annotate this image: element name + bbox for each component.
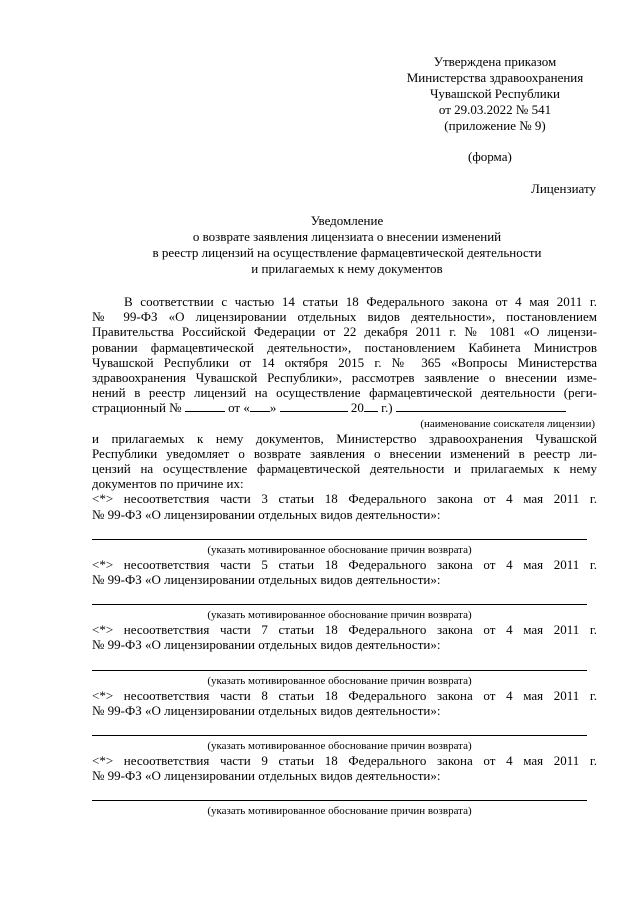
approval-line: Министерства здравоохранения bbox=[406, 70, 584, 85]
approval-line: (приложение № 9) bbox=[444, 118, 546, 133]
reg-year-blank[interactable] bbox=[364, 400, 378, 412]
continuation-line: документов по причине их: bbox=[92, 476, 244, 492]
approval-line: Чувашской Республики bbox=[429, 86, 561, 101]
reason-caption: (указать мотивированное обоснование причин возврата) bbox=[207, 740, 472, 753]
reason-line: <*> несоответствия части 3 статьи 18 Федерального закона от 4 мая 2011 г. bbox=[92, 491, 597, 507]
continuation-line: и прилагаемых к нему документов, Министерство здравоохранения Чувашской bbox=[92, 430, 597, 446]
reason-block bbox=[92, 622, 597, 687]
reg-number-blank[interactable] bbox=[185, 400, 225, 412]
reason-input-line[interactable] bbox=[92, 734, 587, 736]
intro-line: нений в реестр лицензий на осуществление фармацевтической деятельности (реги- bbox=[92, 385, 597, 401]
reason-caption: (указать мотивированное обоснование причин возврата) bbox=[207, 543, 472, 556]
reg-year-suffix: г.) bbox=[381, 400, 393, 416]
applicant-caption: (наименование соискателя лицензии) bbox=[420, 417, 595, 430]
reason-input-line[interactable] bbox=[92, 603, 587, 605]
intro-line: № 99-ФЗ «О лицензировании отдельных видов деятельности», постановлением bbox=[92, 309, 597, 325]
reason-caption: (указать мотивированное обоснование причин возврата) bbox=[207, 609, 472, 622]
reason-caption: (указать мотивированное обоснование причин возврата) bbox=[207, 805, 472, 818]
applicant-name-blank[interactable] bbox=[396, 400, 566, 412]
reason-line: № 99-ФЗ «О лицензировании отдельных видов деятельности»: bbox=[92, 572, 441, 588]
reason-line: <*> несоответствия части 5 статьи 18 Федерального закона от 4 мая 2011 г. bbox=[92, 556, 597, 572]
reason-input-line[interactable] bbox=[92, 538, 587, 540]
reason-line: № 99-ФЗ «О лицензировании отдельных видов деятельности»: bbox=[92, 702, 441, 718]
reason-line: <*> несоответствия части 8 статьи 18 Федерального закона от 4 мая 2011 г. bbox=[92, 687, 597, 703]
continuation-line: цензий на осуществление фармацевтической деятельности и прилагаемых к нему bbox=[92, 461, 597, 477]
reason-input-line[interactable] bbox=[92, 669, 587, 671]
intro-line: ровании фармацевтической деятельности», постановлением Кабинета Министров bbox=[92, 339, 597, 355]
title-line: Уведомление bbox=[310, 213, 384, 228]
approval-line: Утверждена приказом bbox=[433, 54, 557, 69]
intro-line: Правительства Российской Федерации от 22 декабря 2011 г. № 1081 «О лицензи- bbox=[92, 324, 597, 340]
title-line: о возврате заявления лицензиата о внесении изменений bbox=[192, 229, 502, 244]
reg-date-quote: » bbox=[269, 400, 277, 416]
reason-block bbox=[92, 557, 597, 622]
intro-line: В соответствии с частью 14 статьи 18 Федерального закона от 4 мая 2011 г. bbox=[124, 294, 597, 309]
intro-line: Чувашской Республики от 14 октября 2015 г. № 365 «Вопросы Министерства bbox=[92, 354, 597, 370]
reason-input-line[interactable] bbox=[92, 799, 587, 801]
reason-block bbox=[92, 491, 597, 556]
approval-stamp bbox=[380, 54, 610, 134]
reg-date-from: от « bbox=[228, 400, 250, 416]
form-label: (форма) bbox=[468, 149, 512, 164]
addressee: Лицензиату bbox=[531, 181, 596, 196]
reason-line: <*> несоответствия части 9 статьи 18 Федерального закона от 4 мая 2011 г. bbox=[92, 753, 597, 769]
approval-line: от 29.03.2022 № 541 bbox=[438, 102, 552, 117]
reg-month-blank[interactable] bbox=[280, 400, 348, 412]
reg-year-prefix: 20 bbox=[350, 400, 364, 416]
reason-block bbox=[92, 753, 597, 818]
continuation-line: Республики уведомляет о возврате заявления о внесении изменений в реестр ли- bbox=[92, 445, 597, 461]
reg-day-blank[interactable] bbox=[250, 400, 270, 412]
document-title bbox=[92, 213, 602, 277]
intro-line: здравоохранения Чувашской Республики», рассмотрев заявление о внесении изме- bbox=[92, 370, 597, 386]
reason-caption: (указать мотивированное обоснование причин возврата) bbox=[207, 674, 472, 687]
title-line: и прилагаемых к нему документов bbox=[251, 261, 443, 276]
reason-line: <*> несоответствия части 7 статьи 18 Федерального закона от 4 мая 2011 г. bbox=[92, 622, 597, 638]
reg-number-label: страционный № bbox=[92, 400, 182, 416]
registration-line bbox=[92, 400, 597, 415]
reason-line: № 99-ФЗ «О лицензировании отдельных видов деятельности»: bbox=[92, 637, 441, 653]
reason-line: № 99-ФЗ «О лицензировании отдельных видов деятельности»: bbox=[92, 768, 441, 784]
reason-block bbox=[92, 688, 597, 753]
reason-line: № 99-ФЗ «О лицензировании отдельных видов деятельности»: bbox=[92, 506, 441, 522]
title-line: в реестр лицензий на осуществление фармацевтической деятельности bbox=[152, 245, 542, 260]
document-body bbox=[92, 294, 597, 818]
